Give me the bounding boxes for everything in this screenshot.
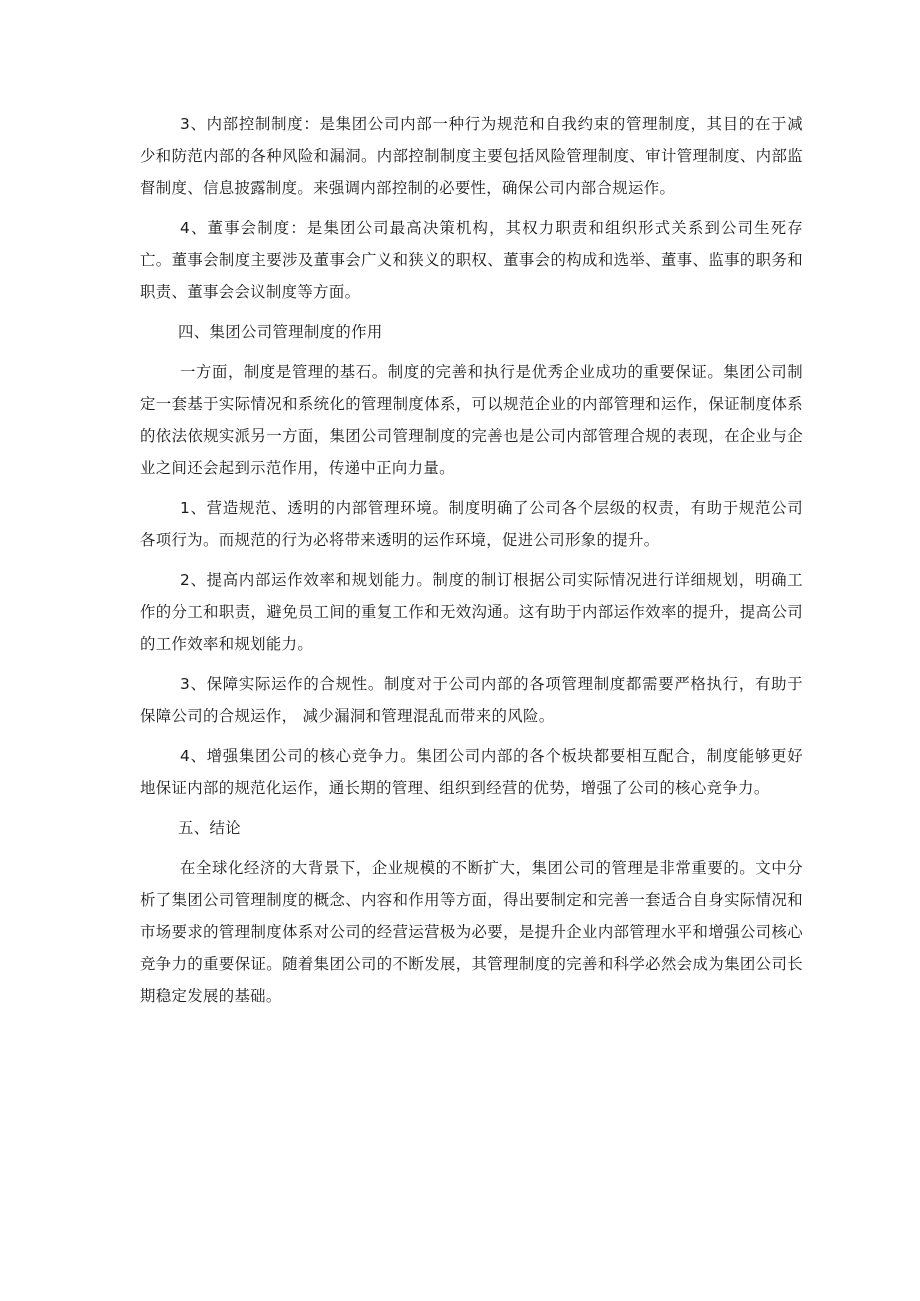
section-heading-conclusion: 五、结论 [178, 819, 241, 837]
section-heading-role: 四、集团公司管理制度的作用 [178, 323, 383, 341]
paragraph-board-system: 4、董事会制度：是集团公司最高决策机构，其权力职责和组织形式关系到公司生死存亡。董事会制度主要涉及董事会广义和狭义的职权、董事会的构成和选举、董事、监事的职务和职责、董事会会议制度等方面。 [140, 219, 803, 301]
paragraph-role-3: 3、保障实际运作的合规性。制度对于公司内部的各项管理制度都需要严格执行，有助于保障公司的合规运作， 减少漏洞和管理混乱而带来的风险。 [140, 675, 803, 725]
paragraph-conclusion: 在全球化经济的大背景下，企业规模的不断扩大，集团公司的管理是非常重要的。文中分析了集团公司管理制度的概念、内容和作用等方面，得出要制定和完善一套适合自身实际情况和市场要求的管理制度体系对公司的经营运营极为必要，是提升企业内部管理水平和增强公司核心竞争力的重要保证。随着集团公司的不断发展，其管理制度的完善和科学必然会成为集团公司长期稳定发展的基础。 [140, 859, 803, 1005]
document-body [140, 108, 803, 1020]
paragraph-role-intro: 一方面，制度是管理的基石。制度的完善和执行是优秀企业成功的重要保证。集团公司制定一套基于实际情况和系统化的管理制度体系，可以规范企业的内部管理和运作，保证制度体系的依法依规实派另一方面，集团公司管理制度的完善也是公司内部管理合规的表现，在企业与企业之间还会起到示范作用，传递中正向力量。 [140, 363, 803, 477]
paragraph-role-1: 1、营造规范、透明的内部管理环境。制度明确了公司各个层级的权责，有助于规范公司各项行为。而规范的行为必将带来透明的运作环境，促进公司形象的提升。 [140, 499, 803, 549]
paragraph-role-4: 4、增强集团公司的核心竞争力。集团公司内部的各个板块都要相互配合，制度能够更好地保证内部的规范化运作，通长期的管理、组织到经营的优势，增强了公司的核心竞争力。 [140, 747, 803, 797]
paragraph-role-2: 2、提高内部运作效率和规划能力。制度的制订根据公司实际情况进行详细规划，明确工作的分工和职责，避免员工间的重复工作和无效沟通。这有助于内部运作效率的提升，提高公司的工作效率和规划能力。 [140, 571, 803, 653]
paragraph-internal-control: 3、内部控制制度：是集团公司内部一种行为规范和自我约束的管理制度，其目的在于减少和防范内部的各种风险和漏洞。内部控制制度主要包括风险管理制度、审计管理制度、内部监督制度、信息披露制度。来强调内部控制的必要性，确保公司内部合规运作。 [140, 115, 803, 197]
